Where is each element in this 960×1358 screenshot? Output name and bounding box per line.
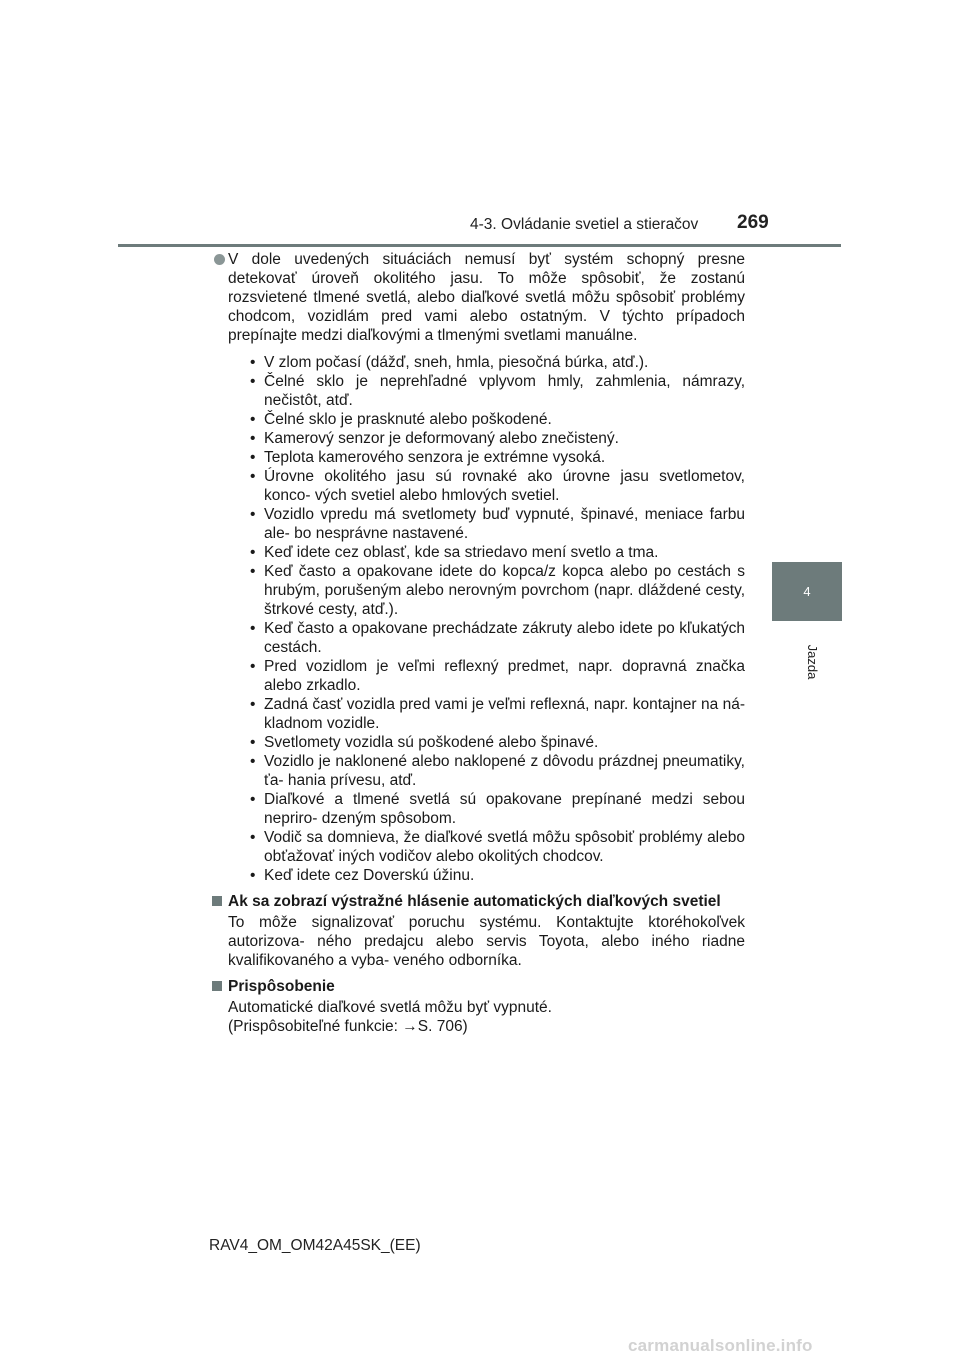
- header-divider: [118, 244, 841, 247]
- list-item: • Keď často a opakovane idete do kopca/z kopca alebo po cestách s hrubým, porušeným alebo nerovným povrchom (napr. dláždené cesty, štrkové cesty, atď.).: [246, 562, 745, 619]
- intro-paragraph-block: [210, 250, 745, 885]
- warning-message-section: [210, 892, 745, 970]
- intro-paragraph: V dole uvedených situáciách nemusí byť systém schopný presne detekovať úroveň okolitého jasu. To môže spôsobiť, že zostanú rozsvietené tlmené svetlá, alebo diaľkové svetlá môžu spôsobiť problémy chodcom, vozidlám pred vami alebo ostatným. V týchto prípadoch prepínajte medzi diaľkovými a tlmenými svetlami manuálne.: [228, 251, 745, 344]
- section-title: Ak sa zobrazí výstražné hlásenie automatických diaľkových svetiel: [228, 893, 721, 910]
- list-item: • Čelné sklo je neprehľadné vplyvom hmly, zahmlenia, námrazy, nečistôt, atď.: [246, 372, 745, 410]
- page-content: [210, 250, 745, 1036]
- list-item: • Keď často a opakovane prechádzate zákruty alebo idete po kľukatých cestách.: [246, 619, 745, 657]
- list-item: • Pred vozidlom je veľmi reflexný predmet, napr. dopravná značka alebo zrkadlo.: [246, 657, 745, 695]
- section-body: Automatické diaľkové svetlá môžu byť vypnuté.: [228, 999, 552, 1016]
- document-code: RAV4_OM_OM42A45SK_(EE): [209, 1237, 421, 1254]
- list-item: • Diaľkové a tlmené svetlá sú opakovane prepínané medzi sebou nepriro- dzeným spôsobom.: [246, 790, 745, 828]
- list-item: • Vodič sa domnieva, že diaľkové svetlá môžu spôsobiť problémy alebo obťažovať iných vodičov alebo okolitých chodcov.: [246, 828, 745, 866]
- list-item: • Keď idete cez oblasť, kde sa striedavo mení svetlo a tma.: [246, 543, 745, 562]
- cross-reference: (Prispôsobiteľné funkcie: →S. 706): [228, 1018, 468, 1035]
- list-item: • Čelné sklo je prasknuté alebo poškodené.: [246, 410, 745, 429]
- section-title: Prispôsobenie: [228, 978, 335, 995]
- list-item: • V zlom počasí (dážď, sneh, hmla, piesočná búrka, atď.).: [246, 353, 745, 372]
- page-number: 269: [737, 212, 769, 233]
- square-bullet-icon: [212, 896, 222, 906]
- list-item: • Teplota kamerového senzora je extrémne vysoká.: [246, 448, 745, 467]
- watermark: carmanualsonline.info: [628, 1336, 813, 1355]
- list-item: • Keď idete cez Doverskú úžinu.: [246, 866, 745, 885]
- chapter-tab: [772, 562, 842, 621]
- chapter-number: 4: [803, 584, 811, 599]
- situation-list: [228, 353, 745, 885]
- section-body: To môže signalizovať poruchu systému. Kontaktujte ktoréhokoľvek autorizova- ného predajcu alebo servis Toyota, alebo iného riadne kvalifikovaného a vyba- veného odborníka.: [228, 914, 745, 969]
- list-item: • Zadná časť vozidla pred vami je veľmi reflexná, napr. kontajner na ná- kladnom vozidle.: [246, 695, 745, 733]
- circle-bullet-icon: [214, 254, 225, 265]
- header-section-title: 4-3. Ovládanie svetiel a stieračov: [470, 216, 699, 233]
- list-item: • Kamerový senzor je deformovaný alebo znečistený.: [246, 429, 745, 448]
- list-item: • Vozidlo je naklonené alebo naklopené z dôvodu prázdnej pneumatiky, ťa- hania prívesu, atď.: [246, 752, 745, 790]
- list-item: • Svetlomety vozidla sú poškodené alebo špinavé.: [246, 733, 745, 752]
- list-item: • Vozidlo vpredu má svetlomety buď vypnuté, špinavé, meniace farbu ale- bo nesprávne nastavené.: [246, 505, 745, 543]
- customization-section: [210, 977, 745, 1036]
- chapter-label: Jazda: [805, 644, 820, 680]
- list-item: • Úrovne okolitého jasu sú rovnaké ako úrovne jasu svetlometov, konco- vých svetiel alebo hmlových svetiel.: [246, 467, 745, 505]
- square-bullet-icon: [212, 981, 222, 991]
